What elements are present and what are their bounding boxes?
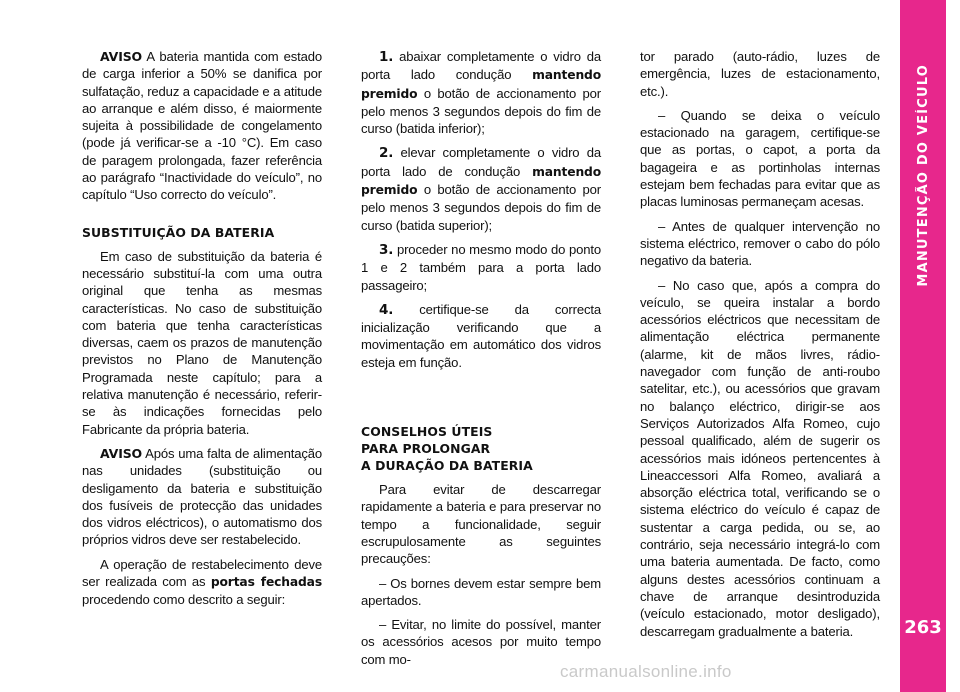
warning-label: AVISO <box>100 445 143 461</box>
paragraph-tips-intro: Para evitar de descarregar rapidamente a bateria e para preservar no tempo a funcionalidade, seguir escrupulosamente as seguintes precauções: <box>361 482 601 567</box>
warning-battery-charge: AVISO A bateria mantida com estado de carga inferior a 50% se danifica por sulfatação, reduz a capacidade e a atitude ao arranque e além disso, é maiormente sujeita à possibilidade de congelamento (pode já verificar-se a -10 °C). Em caso de paragem prolongada, fazer referência ao parágrafo “Inactividade do veículo”, no capítulo “Uso correcto do veículo”. <box>82 49 322 203</box>
paragraph-battery-replacement: Em caso de substituição da bateria é necessário substituí-la com uma outra original que tenha as mesmas características. No caso de substituição com bateria que tenha características diversas, caem os prazos de manutenção previstos no Plano de Manutenção Programada neste capítulo; para a relativa manutenção é necessário, referir-se às indicações fornecidas pelo Fabricante da própria bateria. <box>82 248 322 437</box>
warning-power-failure: AVISO Após uma falta de alimentação nas unidades (substituição ou desligamento da bateria e substituição dos fusíveis de protecção das unidades dos vidros eléctricos), o automatismo dos próprios vidros deve ser restabelecido. <box>82 445 322 548</box>
tip-electrical-accessories: – No caso que, após a compra do veículo, se queira instalar a bordo acessórios eléctricos que necessitam de alimentação eléctrica permanente (alarme, kit de mãos livres, rádio-navegador com função de anti-roubo satelitar, etc.), ou acessórios que gravam no balanço eléctrico, dirigir-se aos Serviços Autorizados Alfa Romeo, cujo pessoal qualificado, além de sugerir os acessórios mais idóneos pertencentes à Lineaccessori Alfa Romeo, avaliará a absorção eléctrica total, verificando se o sistema eléctrico do veículo é capaz de sustentar a carga pedida, ou se, ao contrário, seja necessário integrá-lo com uma bateria aumentada. De facto, como alguns destes acessórios continuam a chave de arranque desintroduzida (veículo estacionado, motor desligado), descarregam gradualmente a bateria. <box>640 277 880 639</box>
section-heading-battery-replacement: SUBSTITUIÇÃO DA BATERIA <box>82 224 275 240</box>
chapter-title: MANUTENÇÃO DO VEÍCULO <box>915 63 931 287</box>
tip-terminals: – Os bornes devem estar sempre bem apertados. <box>361 575 601 608</box>
watermark: carmanualsonline.info <box>560 662 732 681</box>
step-1: 1. abaixar completamente o vidro da porta lado condução mantendo premido o botão de accionamento por pelo menos 3 segundos depois do fim de curso (batida inferior); <box>361 49 601 137</box>
step-2: 2. elevar completamente o vidro da porta lado de condução mantendo premido o botão de accionamento por pelo menos 3 segundos depois do fim de curso (batida superior); <box>361 145 601 233</box>
warning-label: AVISO <box>100 49 143 64</box>
page-number: 263 <box>904 617 942 638</box>
tip-accessories-continued: tor parado (auto-rádio, luzes de emergência, luzes de estacionamento, etc.). <box>640 49 880 99</box>
tip-accessories: – Evitar, no limite do possível, manter os acessórios acesos por muito tempo com mo- <box>361 617 601 667</box>
step-3: 3. proceder no mesmo modo do ponto 1 e 2 também para a porta lado passageiro; <box>361 241 601 293</box>
text-column-2 <box>361 48 601 675</box>
tip-garage: – Quando se deixa o veículo estacionado na garagem, certifique-se que as portas, o capot, a porta da bagageira e as portinholas internas estejam bem fechadas para evitar que as placas luminosas permaneçam acesas. <box>640 107 880 210</box>
text-column-1 <box>82 48 322 616</box>
section-heading-useful-tips: CONSELHOS ÚTEIS PARA PROLONGAR A DURAÇÃO DA BATERIA <box>361 424 533 474</box>
paragraph-restore-procedure: A operação de restabelecimento deve ser realizada com as portas fechadas procedendo como descrito a seguir: <box>82 556 323 608</box>
tip-negative-cable: – Antes de qualquer intervenção no sistema eléctrico, remover o cabo do pólo negativo da bateria. <box>640 218 880 269</box>
text-column-3 <box>640 48 880 647</box>
step-4: 4. certifique-se da correcta inicialização verificando que a movimentação em automático dos vidros esteja em função. <box>361 301 601 370</box>
